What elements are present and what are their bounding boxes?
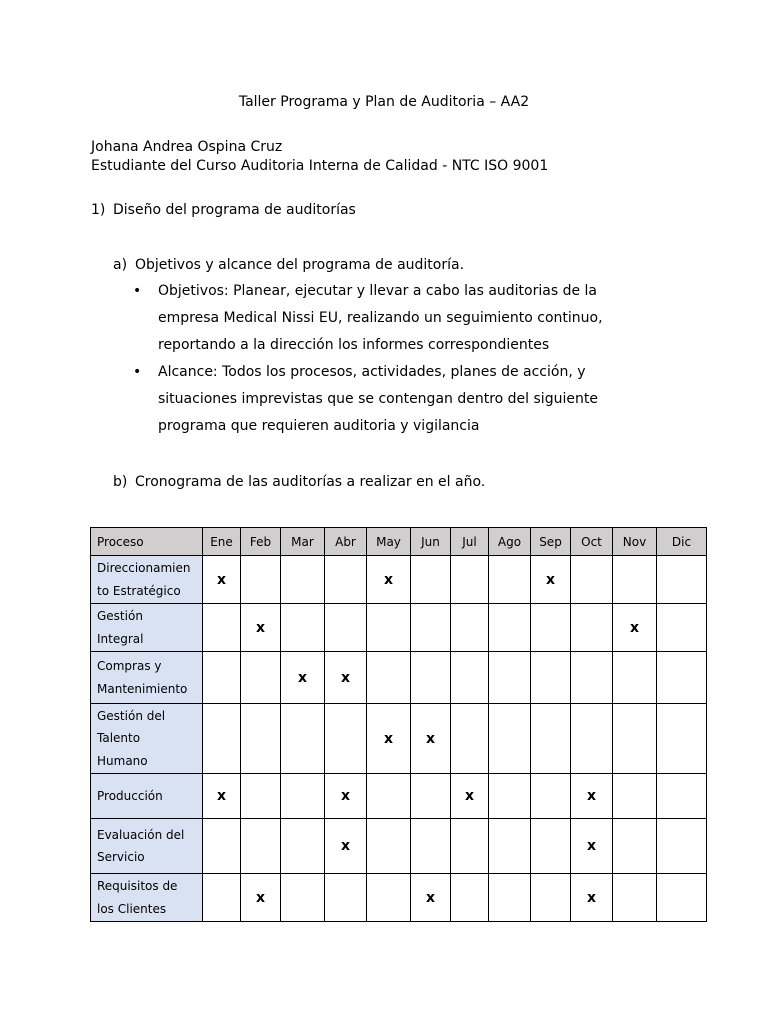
- schedule-cell: [281, 819, 325, 874]
- header-month: Oct: [571, 528, 613, 556]
- schedule-cell: [367, 774, 411, 819]
- bullet-icon: •: [133, 283, 142, 299]
- schedule-cell: [489, 774, 531, 819]
- schedule-cell: [203, 819, 241, 874]
- schedule-cell: [203, 704, 241, 774]
- schedule-cell: [281, 774, 325, 819]
- schedule-cell: [281, 604, 325, 652]
- schedule-cell: [489, 604, 531, 652]
- process-name-cell: [91, 704, 203, 774]
- header-month: Jun: [411, 528, 451, 556]
- table-row: [91, 704, 707, 774]
- process-name-line: Gestión: [97, 609, 143, 623]
- schedule-cell: x: [411, 704, 451, 774]
- schedule-cell: [489, 819, 531, 874]
- schedule-cell: [531, 874, 571, 922]
- header-month: Sep: [531, 528, 571, 556]
- schedule-cell: [411, 819, 451, 874]
- table-header-row: [91, 528, 707, 556]
- schedule-cell: [531, 604, 571, 652]
- schedule-cell: [325, 556, 367, 604]
- schedule-cell: x: [613, 604, 657, 652]
- author-role: Estudiante del Curso Auditoria Interna de Calidad - NTC ISO 9001: [91, 158, 549, 174]
- schedule-cell: [451, 556, 489, 604]
- schedule-cell: [571, 604, 613, 652]
- schedule-cell: [411, 652, 451, 704]
- schedule-cell: [657, 556, 707, 604]
- header-month: Mar: [281, 528, 325, 556]
- schedule-cell: [657, 604, 707, 652]
- process-name-line: Requisitos de: [97, 879, 178, 893]
- schedule-cell: [657, 704, 707, 774]
- document-title: Taller Programa y Plan de Auditoria – AA2: [238, 94, 530, 110]
- schedule-cell: [325, 874, 367, 922]
- schedule-cell: [451, 819, 489, 874]
- section-1-number: 1): [91, 202, 106, 218]
- process-name-cell: [91, 652, 203, 704]
- schedule-cell: [613, 652, 657, 704]
- schedule-cell: x: [325, 819, 367, 874]
- process-name-line: Mantenimiento: [97, 681, 188, 696]
- process-name-line: Direccionamien: [97, 561, 191, 575]
- process-name-line: Producción: [97, 788, 163, 803]
- bullet-icon: •: [133, 364, 142, 380]
- schedule-cell: [571, 652, 613, 704]
- header-month: Abr: [325, 528, 367, 556]
- table-row: [91, 556, 707, 604]
- schedule-cell: [241, 704, 281, 774]
- section-b-heading: [113, 472, 485, 492]
- schedule-cell: x: [571, 774, 613, 819]
- schedule-cell: [531, 652, 571, 704]
- schedule-cell: [241, 652, 281, 704]
- schedule-cell: [657, 874, 707, 922]
- header-month: Feb: [241, 528, 281, 556]
- schedule-cell: [281, 704, 325, 774]
- section-b-label: b): [113, 474, 128, 490]
- objetivos-line: reportando a la dirección los informes correspondientes: [158, 337, 550, 353]
- section-1-text: Diseño del programa de auditorías: [113, 202, 356, 218]
- header-month: May: [367, 528, 411, 556]
- schedule-cell: [613, 874, 657, 922]
- table-row: [91, 874, 707, 922]
- schedule-cell: [241, 774, 281, 819]
- schedule-cell: x: [571, 874, 613, 922]
- schedule-cell: [241, 819, 281, 874]
- schedule-cell: x: [281, 652, 325, 704]
- section-a-text: Objetivos y alcance del programa de auditoría.: [135, 257, 465, 273]
- schedule-cell: [411, 604, 451, 652]
- schedule-cell: [451, 704, 489, 774]
- schedule-cell: [367, 819, 411, 874]
- table-row: [91, 652, 707, 704]
- schedule-cell: [531, 819, 571, 874]
- schedule-cell: x: [571, 819, 613, 874]
- section-b-text: Cronograma de las auditorías a realizar en el año.: [135, 474, 486, 490]
- schedule-cell: [489, 556, 531, 604]
- schedule-cell: [657, 819, 707, 874]
- schedule-cell: x: [325, 774, 367, 819]
- schedule-cell: [451, 604, 489, 652]
- process-name-line: Compras y: [97, 659, 162, 673]
- schedule-cell: [367, 604, 411, 652]
- schedule-cell: [451, 874, 489, 922]
- objetivos-line: empresa Medical Nissi EU, realizando un seguimiento continuo,: [158, 310, 603, 326]
- schedule-cell: [451, 652, 489, 704]
- section-a-heading: [113, 255, 464, 275]
- schedule-cell: [613, 556, 657, 604]
- schedule-cell: [203, 652, 241, 704]
- audit-schedule-table: [90, 527, 707, 922]
- process-name-cell: [91, 819, 203, 874]
- schedule-cell: [367, 874, 411, 922]
- schedule-cell: [489, 652, 531, 704]
- schedule-cell: [531, 704, 571, 774]
- schedule-cell: x: [203, 556, 241, 604]
- schedule-cell: [657, 774, 707, 819]
- process-name-cell: [91, 774, 203, 819]
- process-name-cell: [91, 604, 203, 652]
- schedule-cell: [613, 774, 657, 819]
- schedule-cell: [489, 874, 531, 922]
- process-name-cell: [91, 874, 203, 922]
- process-name-line: to Estratégico: [97, 583, 181, 598]
- schedule-cell: x: [325, 652, 367, 704]
- schedule-cell: [489, 704, 531, 774]
- table-row: [91, 604, 707, 652]
- schedule-cell: [203, 604, 241, 652]
- schedule-cell: [657, 652, 707, 704]
- schedule-cell: [241, 556, 281, 604]
- process-name-line: Humano: [97, 753, 148, 768]
- schedule-cell: [531, 774, 571, 819]
- process-name-line: los Clientes: [97, 901, 167, 916]
- schedule-cell: [325, 604, 367, 652]
- header-month: Nov: [613, 528, 657, 556]
- schedule-cell: [411, 556, 451, 604]
- alcance-line: programa que requieren auditoria y vigilancia: [158, 418, 480, 434]
- author-name: Johana Andrea Ospina Cruz: [91, 139, 283, 155]
- table-row: [91, 774, 707, 819]
- schedule-cell: [203, 874, 241, 922]
- section-1-heading: [91, 200, 356, 220]
- schedule-cell: [571, 556, 613, 604]
- schedule-cell: [281, 874, 325, 922]
- schedule-cell: x: [241, 874, 281, 922]
- header-proceso: Proceso: [91, 528, 203, 556]
- schedule-cell: x: [367, 556, 411, 604]
- process-name-line: Evaluación del: [97, 827, 185, 842]
- header-month: Jul: [451, 528, 489, 556]
- header-month: Ago: [489, 528, 531, 556]
- schedule-cell: [325, 704, 367, 774]
- schedule-cell: x: [531, 556, 571, 604]
- schedule-cell: x: [451, 774, 489, 819]
- header-month: Ene: [203, 528, 241, 556]
- alcance-line: situaciones imprevistas que se contengan dentro del siguiente: [158, 391, 598, 407]
- schedule-cell: [367, 652, 411, 704]
- schedule-cell: x: [411, 874, 451, 922]
- process-name-line: Talento: [97, 731, 141, 746]
- table-row: [91, 819, 707, 874]
- schedule-cell: [281, 556, 325, 604]
- process-name-cell: [91, 556, 203, 604]
- objetivos-line: Objetivos: Planear, ejecutar y llevar a cabo las auditorias de la: [158, 283, 597, 299]
- process-name-line: Servicio: [97, 850, 145, 864]
- schedule-cell: x: [203, 774, 241, 819]
- alcance-line: Alcance: Todos los procesos, actividades, planes de acción, y: [158, 364, 586, 380]
- schedule-cell: x: [241, 604, 281, 652]
- schedule-cell: [613, 704, 657, 774]
- schedule-cell: [613, 819, 657, 874]
- schedule-cell: [571, 704, 613, 774]
- process-name-line: Gestión del: [97, 708, 166, 723]
- process-name-line: Integral: [97, 631, 144, 646]
- header-month: Dic: [657, 528, 707, 556]
- section-a-label: a): [113, 257, 128, 273]
- schedule-cell: [411, 774, 451, 819]
- schedule-cell: x: [367, 704, 411, 774]
